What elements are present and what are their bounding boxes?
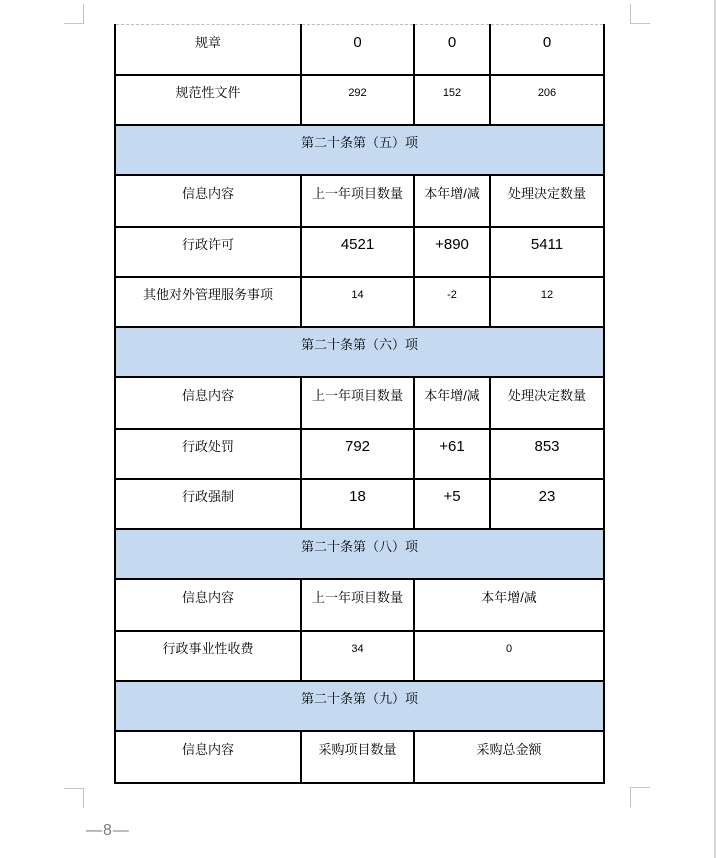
data-row [115,631,604,681]
section-title-row [115,125,604,175]
column-header-cell: 上一年项目数量 [301,579,414,631]
crop-mark-top-left [64,4,84,24]
column-header-cell: 上一年项目数量 [301,377,414,429]
column-header-cell: 信息内容 [115,731,301,783]
column-header-cell: 信息内容 [115,377,301,429]
column-header-cell: 信息内容 [115,175,301,227]
value-cell: -2 [414,277,490,327]
section-title-cell: 第二十条第（九）项 [115,681,604,731]
crop-mark-bottom-right [630,787,650,807]
value-cell: 23 [490,479,604,529]
value-cell: 292 [301,75,414,125]
value-cell: 0 [414,631,604,681]
column-header-cell: 本年增/减 [414,579,604,631]
row-label-cell: 行政强制 [115,479,301,529]
column-header-cell: 信息内容 [115,579,301,631]
row-label-cell: 其他对外管理服务事项 [115,277,301,327]
data-row [115,429,604,479]
value-cell: 0 [490,25,604,75]
crop-mark-top-right [630,4,650,24]
value-cell: 152 [414,75,490,125]
value-cell: 206 [490,75,604,125]
row-label-cell: 行政处罚 [115,429,301,479]
value-cell: +890 [414,227,490,277]
value-cell: 18 [301,479,414,529]
value-cell: 792 [301,429,414,479]
column-header-row [115,731,604,783]
section-title-row [115,681,604,731]
row-label-cell: 行政事业性收费 [115,631,301,681]
value-cell: 14 [301,277,414,327]
data-row [115,479,604,529]
value-cell: +61 [414,429,490,479]
column-header-row [115,579,604,631]
value-cell: 0 [301,25,414,75]
section-title-row [115,327,604,377]
row-label-cell: 规范性文件 [115,75,301,125]
row-label-cell: 规章 [115,25,301,75]
column-header-cell: 采购总金额 [414,731,604,783]
column-header-cell: 处理决定数量 [490,175,604,227]
value-cell: 12 [490,277,604,327]
column-header-cell: 本年增/减 [414,175,490,227]
data-row [115,277,604,327]
column-header-cell: 本年增/减 [414,377,490,429]
data-row [115,25,604,75]
column-header-row [115,175,604,227]
column-header-cell: 采购项目数量 [301,731,414,783]
section-title-cell: 第二十条第（五）项 [115,125,604,175]
value-cell: 853 [490,429,604,479]
data-row [115,75,604,125]
data-row [115,227,604,277]
row-label-cell: 行政许可 [115,227,301,277]
value-cell: 0 [414,25,490,75]
section-title-cell: 第二十条第（六）项 [115,327,604,377]
column-header-row [115,377,604,429]
value-cell: 5411 [490,227,604,277]
column-header-cell: 处理决定数量 [490,377,604,429]
crop-mark-bottom-left [64,788,84,808]
report-table-body [115,25,604,783]
value-cell: 34 [301,631,414,681]
section-title-row [115,529,604,579]
value-cell: 4521 [301,227,414,277]
page-number: —8— [86,822,130,839]
page-right-edge-line [714,0,716,858]
report-table [114,24,605,784]
column-header-cell: 上一年项目数量 [301,175,414,227]
value-cell: +5 [414,479,490,529]
section-title-cell: 第二十条第（八）项 [115,529,604,579]
